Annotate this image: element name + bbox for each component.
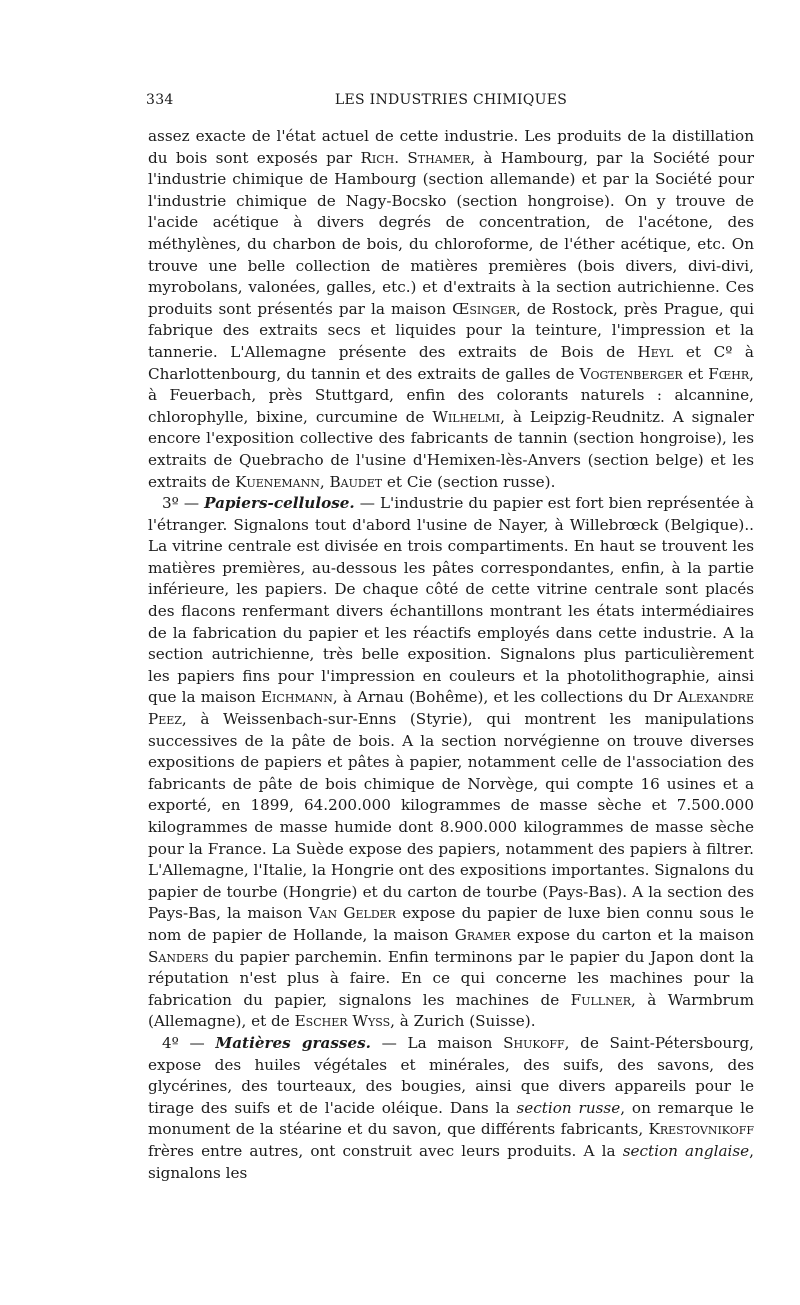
section-number: 4º — [162, 1033, 216, 1052]
name-heyl: Heyl [637, 342, 674, 361]
name-baudet: Baudet [329, 472, 383, 491]
text-run: expose du carton et la maison [510, 925, 754, 944]
running-header [146, 92, 756, 114]
page-number: 334 [146, 92, 174, 108]
text-run: expose du papier de luxe bien connu sous le nom de papier de Hollande, la maison [148, 904, 754, 944]
name-krestovnikoff: Krestovnikoff [648, 1120, 754, 1139]
paragraph-papiers [148, 493, 754, 1033]
name-foehr: Fœhr [708, 364, 750, 383]
name-sanders: Sanders [148, 947, 209, 966]
name-vogtenberger: Vogtenberger [579, 364, 683, 383]
name-oesinger: Œsinger [452, 299, 516, 318]
name-eichmann: Eichmann [260, 688, 333, 707]
text-run: , signalons les [148, 1141, 754, 1182]
name-van-gelder: Van Gelder [308, 904, 396, 923]
text-run: — L'industrie du papier est fort bien représentée à l'étranger. Signalons tout d'abord l'usine de Nayer, à Willebrœck (Belgique).. La vitrine centrale est divisée en trois compartiments. En haut se trouvent les matières premières, au-dessous les pâtes correspondantes, enfin, à la partie inférieure, les papiers. De chaque côté de cette vitrine centrale sont placés des flacons renfermant divers échantillons montrant les états intermédiaires de la fabrication du papier et les réactifs employés dans cette industrie. A la section autrichienne, très belle exposition. Signalons plus particulièrement les papiers fins pour l'impression en couleurs et la photolithographie, ainsi que la maison [148, 494, 754, 707]
name-shukoff: Shukoff [503, 1033, 565, 1052]
text-run: et [682, 364, 709, 383]
text-run: , à Zurich (Suisse). [390, 1012, 536, 1031]
text-run: , à Leipzig-Reudnitz. A signaler encore l'exposition collective des fabricants de tannin (section hongroise), les extraits de Quebracho de l'usine d'Hemixen-lès-Anvers (section belge) et les extraits de [148, 407, 754, 491]
paragraph-distillation [148, 126, 754, 493]
text-run: frères entre autres, ont construit avec leurs produits. A la [148, 1141, 623, 1160]
body-text [148, 126, 754, 1184]
text-run: et Cie (section russe). [382, 472, 556, 491]
text-run: , on remarque le monument de la stéarine et du savon, que différents fabricants, [148, 1098, 754, 1139]
name-gramer: Gramer [454, 925, 511, 944]
name-alexandre-peez: Alexandre Peez [148, 688, 754, 729]
text-run: assez exacte de l'état actuel de cette industrie. Les produits de la distillation du bois sont exposés par [148, 127, 754, 167]
name-fullner: Fullner [570, 990, 632, 1009]
text-run: , [319, 472, 330, 491]
paragraph-matieres-grasses [148, 1033, 754, 1184]
name-kuenemann: Kuenemann [235, 472, 320, 491]
italic-section-anglaise: section anglaise [622, 1141, 750, 1160]
text-run: , de Saint-Pétersbourg, expose des huiles végétales et minérales, des suifs, des savons, des glycérines, des tourteaux, des bougies, ainsi que divers appareils pour le tirage des suifs et de l'acide oléique. Dans la [148, 1033, 755, 1117]
text-run: , à Warmbrum (Allemagne), et de [148, 990, 754, 1031]
text-run: — La maison [370, 1033, 504, 1052]
text-run: , de Rostock, près Prague, qui fabrique des extraits secs et liquides pour la teinture, l'impression et la tannerie. L'Allemagne présente des extraits de Bois de [148, 299, 754, 361]
name-wilhelmi: Wilhelmi [432, 407, 501, 426]
name-escher-wyss: Escher Wyss [294, 1012, 391, 1031]
section-number: 3º — [162, 494, 205, 513]
text-run: du papier parchemin. Enfin terminons par le papier du Japon dont la réputation n'est plus à faire. En ce qui concerne les machines pour la fabrication du papier, signalons les machines de [148, 947, 754, 1009]
section-heading-papiers: Papiers-cellulose. [204, 494, 355, 513]
section-heading-matieres-grasses: Matières grasses. [215, 1033, 371, 1052]
text-run: , à Hambourg, par la Société pour l'industrie chimique de Hambourg (section allemande) et par la Société pour l'industrie chimique de Nagy-Bocsko (section hongroise). On y trouve de l'acide acétique à divers degrés de concentration, de l'acétone, des méthylènes, du charbon de bois, du chloroforme, de l'éther acétique, etc. On trouve une belle collection de matières premières (bois divers, divi-divi, myrobolans, valonées, galles, etc.) et d'extraits à la section autrichienne. Ces produits sont présentés par la maison [148, 148, 754, 318]
text-run: et Cº à Charlottenbourg, du tannin et des extraits de galles de [148, 342, 754, 383]
name-sthamer: Rich. Sthamer [360, 148, 471, 167]
italic-section-russe: section russe [516, 1098, 621, 1117]
text-run: , à Feuerbach, près Stuttgard, enfin des colorants naturels : alcannine, chlorophylle, bixine, curcumine de [148, 364, 754, 426]
text-run: , à Weissenbach-sur-Enns (Styrie), qui montrent les manipulations successives de la pâte de bois. A la section norvégienne on trouve diverses expositions de papiers et pâtes à papier, notamment celle de l'association des fabricants de pâte de bois chimique de Norvège, qui compte 16 usines et a exporté, en 1899, 64.200.000 kilogrammes de masse sèche et 7.500.000 kilogrammes de masse humide dont 8.900.000 kilogrammes de masse sèche pour la France. La Suède expose des papiers, notamment des papiers à filtrer. L'Allemagne, l'Italie, la Hongrie ont des expositions importantes. Signalons du papier de tourbe (Hongrie) et du carton de tourbe (Pays-Bas). A la section des Pays-Bas, la maison [148, 710, 755, 923]
running-title: LES INDUSTRIES CHIMIQUES [334, 92, 568, 108]
text-run: , à Arnau (Bohême), et les collections du Dr [332, 688, 678, 707]
